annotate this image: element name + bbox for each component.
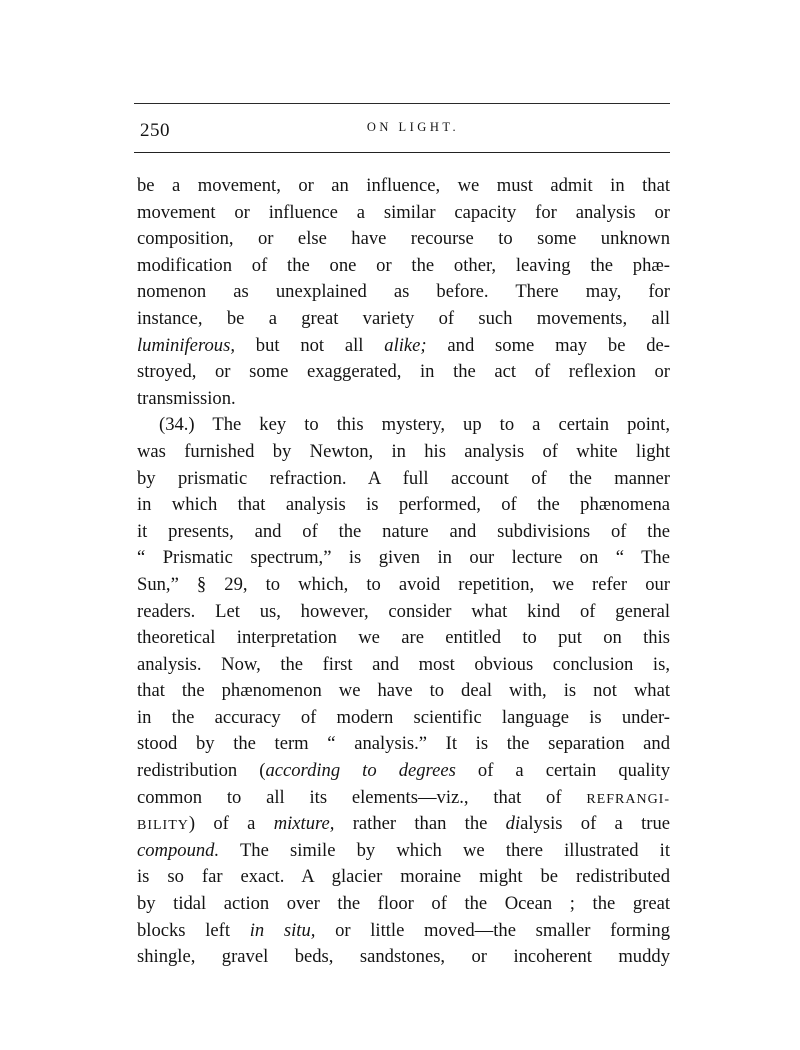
header-bottom-rule: [134, 152, 670, 153]
text-line: movement or influence a similar capacity for analysis or: [137, 201, 670, 223]
text-line: modification of the one or the other, leaving the phæ-: [137, 254, 670, 276]
text-line: by tidal action over the floor of the Ocean ; the great: [137, 893, 670, 915]
text-line: transmission.: [137, 387, 236, 409]
text-line: composition, or else have recourse to some unknown: [137, 228, 670, 250]
page-header: [134, 116, 670, 142]
text-line: compound. The simile by which we there illustrated it: [137, 839, 670, 861]
text-line: is so far exact. A glacier moraine might be redistributed: [137, 866, 670, 888]
body-text: [137, 173, 670, 971]
text-line: be a movement, or an influence, we must admit in that: [137, 175, 670, 196]
text-line: blocks left in situ, or little moved—the smaller forming: [137, 919, 670, 941]
page-number: 250: [140, 120, 170, 141]
text-line: instance, be a great variety of such movements, all: [137, 307, 670, 329]
text-line: shingle, gravel beds, sandstones, or incoherent muddy: [137, 946, 670, 968]
text-line: common to all its elements—viz., that of REFRANGI-: [137, 786, 670, 808]
text-line: Sun,” § 29, to which, to avoid repetition, we refer our: [137, 573, 670, 595]
text-line: stood by the term “ analysis.” It is the separation and: [137, 733, 670, 755]
text-line: that the phænomenon we have to deal with, is not what: [137, 680, 670, 702]
text-line: theoretical interpretation we are entitled to put on this: [137, 627, 670, 649]
running-title: ON LIGHT.: [366, 120, 460, 134]
text-line: “ Prismatic spectrum,” is given in our lecture on “ The: [137, 547, 670, 569]
text-line: BILITY) of a mixture, rather than the dialysis of a true: [137, 813, 670, 835]
paragraph-start-line: (34.) The key to this mystery, up to a certain point,: [159, 414, 670, 436]
text-line: readers. Let us, however, consider what kind of general: [137, 600, 670, 622]
text-line: it presents, and of the nature and subdivisions of the: [137, 520, 670, 542]
text-line: stroyed, or some exaggerated, in the act of reflexion or: [137, 361, 670, 383]
text-line: luminiferous, but not all alike; and some may be de-: [137, 334, 670, 356]
text-line: was furnished by Newton, in his analysis of white light: [137, 440, 670, 462]
text-line: in which that analysis is performed, of the phænomena: [137, 494, 670, 516]
text-line: analysis. Now, the first and most obvious conclusion is,: [137, 653, 670, 675]
header-top-rule: [134, 103, 670, 104]
text-line: in the accuracy of modern scientific language is under-: [137, 706, 670, 728]
text-line: redistribution (according to degrees of a certain quality: [137, 760, 670, 782]
text-line: by prismatic refraction. A full account of the manner: [137, 467, 670, 489]
text-line: nomenon as unexplained as before. There may, for: [137, 281, 670, 303]
